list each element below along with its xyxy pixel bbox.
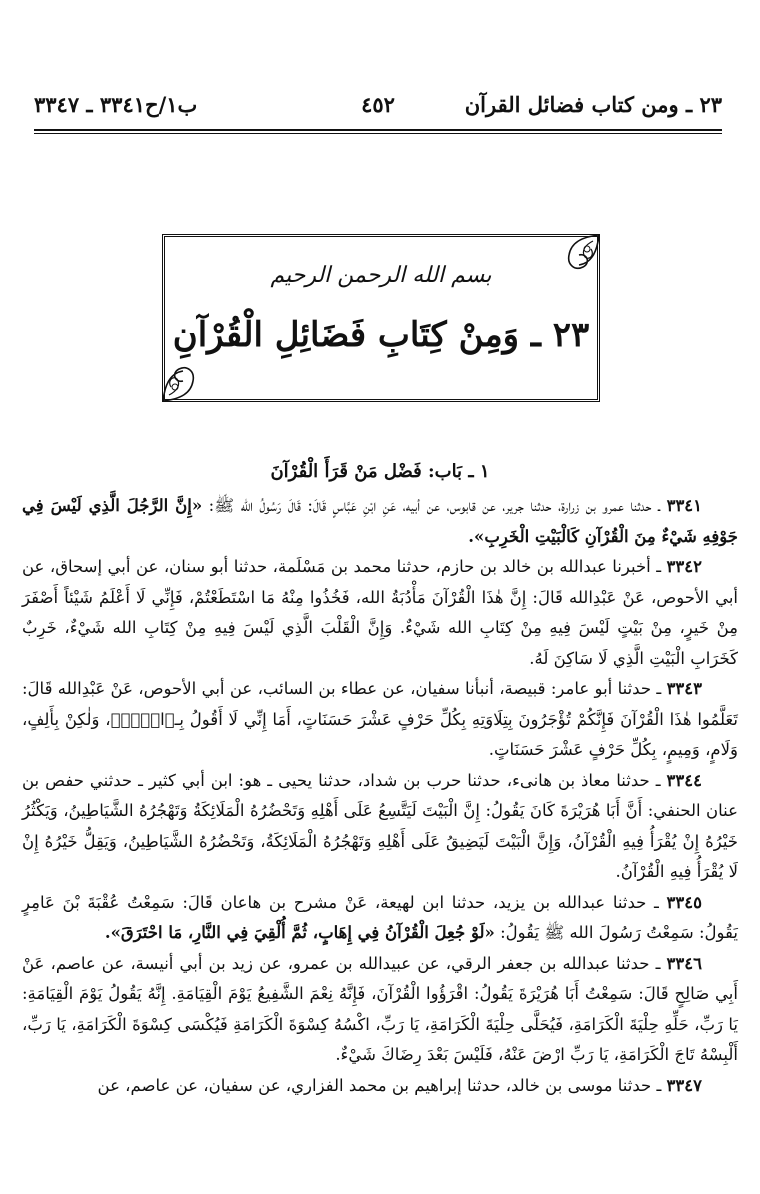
hadith-text: ـ حدثنا موسى بن خالد، حدثنا إبراهيم بن محمد الفزاري، عن سفيان، عن عاصم، عن [97, 1075, 662, 1095]
hadith-number: ٣٣٤٣ [666, 679, 703, 698]
header-chapter-title: ٢٣ ـ ومن كتاب فضائل القرآن [464, 92, 722, 117]
basmala: بسم الله الرحمن الرحيم [270, 263, 492, 288]
hadith-number: ٣٣٤٢ [666, 557, 702, 576]
hadith-paragraph [22, 888, 738, 949]
hadith-text: ـ حدثنا أبو عامر: قبيصة، أنبأنا سفيان، عن عطاء بن السائب، عن أبي الأحوص، عَنْ عَبْدِالله قَالَ: تَعَلَّمُوا هٰذَا الْقُرْآنَ فَإِنَّكُمْ تُؤْجَرُونَ بِتِلَاوَتِهِ بِكُلِّ حَرْفٍ عَشْرَ حَسَنَاتٍ، أَمَا إِنِّي لَا أَقُولُ بِـ﴿الۤمۤ﴾، وَلٰكِنْ بِأَلِفٍ، وَلَامٍ، وَمِيمٍ، بِكُلِّ حَرْفٍ عَشْرَ حَسَنَاتٍ. [22, 679, 738, 759]
chapter-title-frame [162, 234, 600, 402]
hadith-number: ٣٣٤٤ [666, 770, 702, 790]
hadith-text: ـ أخبرنا عبدالله بن خالد بن حازم، حدثنا محمد بن مَسْلَمة، حدثنا أبو سنان، عن أبي إسحاق، عن أبي الأحوص، عَنْ عَبْدِالله قَالَ: إِنَّ هٰذَا الْقُرْآنَ مَأْدُبَةُ الله، فَخُذُوا مِنْهُ مَا اسْتَطَعْتُمْ، فَإِنِّي لَا أَعْلَمُ شَيْئاً أَصْفَرَ مِنْ خَيرٍ، مِنْ بَيْتٍ لَيْسَ فِيهِ مِنْ كِتَابِ الله شَيْءٌ. وَإِنَّ الْقَلْبَ الَّذِي لَيْسَ فِيهِ مِنْ كِتَابِ الله شَيْءٌ، خَرِبٌ كَخَرَابِ الْبَيْتِ الَّذِي لَا سَاكِنَ لَهُ. [22, 557, 738, 668]
hadith-paragraph [22, 949, 738, 1071]
hadith-number: ٣٣٤٥ [666, 892, 702, 912]
hadith-number: ٣٣٤٧ [666, 1075, 702, 1095]
hadith-paragraph [22, 766, 738, 888]
hadith-paragraph [22, 674, 738, 766]
page-body [22, 455, 738, 1101]
running-header [34, 92, 722, 126]
hadith-text: ـ حدثنا معاذ بن هانىء، حدثنا حرب بن شداد، حدثنا يحيى ـ هو: ابن أبي كثير ـ حدثني حفص بن عنان الحنفي: أَنَّ أَبَا هُرَيْرَةَ كَانَ يَقُولُ: إِنَّ الْبَيْتَ لَيَتَّسِعُ عَلَى أَهْلِهِ وَتَحْضُرُهُ الْمَلَائِكَةُ وَتَهْجُرُهُ الشَّيَاطِينُ، وَيَكْثُرُ خَيْرُهُ إِنْ يُقْرَأُ فِيهِ الْقُرْآنُ، وَإِنَّ الْبَيْتَ لَيَضِيقُ عَلَى أَهْلِهِ وَتَهْجُرُهُ الْمَلَائِكَةُ، وَتَحْضُرُهُ الشَّيَاطِينُ، وَيَقِلُّ خَيْرُهُ إِنْ لَا يُقْرَأُ فِيهِ الْقُرْآنُ. [22, 770, 738, 881]
section-heading: ١ ـ بَاب: فَضْل مَنْ قَرَأَ الْقُرْآنَ [270, 461, 490, 482]
hadith-paragraph [22, 491, 738, 552]
hadith-text: ـ حدثنا عمرو بن زرارة، حدثنا جرير، عن قابوس، عن أبيه، عَنِ ابْنِ عَبَّاسٍ قَالَ: قَالَ رَسُولُ الله ﷺ: [208, 496, 661, 515]
page-number: ٤٥٢ [361, 92, 395, 117]
chapter-title: ٢٣ ـ وَمِنْ كِتَابِ فَضَائِلِ الْقُرْآنِ [172, 315, 590, 355]
hadith-text: ـ حدثنا عبدالله بن جعفر الرقي، عن عبيدالله بن عمرو، عن زيد بن أبي أنيسة، عن عاصم، عَنْ أَبِي صَالِحٍ قَالَ: سَمِعْتُ أَبَا هُرَيْرَةَ يَقُولُ: اقْرَؤُوا الْقُرْآنَ، فَإِنَّهُ نِعْمَ الشَّفِيعُ يَوْمَ الْقِيَامَةِ. إِنَّهُ يَقُولُ يَوْمَ الْقِيَامَةِ: يَا رَبِّ، حَلِّهِ حِلْيَةَ الْكَرَامَةِ، فَيُحَلَّى حِلْيَةَ الْكَرَامَةِ، يَا رَبِّ، اكْسُهُ كِسْوَةَ الْكَرَامَةِ فَيُكْسَى كِسْوَةَ الْكَرَامَةِ، يَا رَبِّ، أَلْبِسْهُ تَاجَ الْكَرَامَةِ، يَا رَبِّ ارْضَ عَنْهُ، فَلَيْسَ بَعْدَ رِضَاكَ شَيْءٌ. [22, 953, 738, 1064]
hadith-paragraph [22, 1071, 738, 1102]
header-rule [34, 129, 722, 134]
hadith-number: ٣٣٤٦ [666, 953, 702, 973]
header-hadith-range: ب١/ح٣٣٤١ ـ ٣٣٤٧ [34, 92, 198, 117]
hadith-quote: «لَوْ جُعِلَ الْقُرْآنُ فِي إِهَابٍ، ثُمَّ أُلْقِيَ فِي النَّارِ، مَا احْتَرَقَ». [104, 923, 495, 942]
hadith-number: ٣٣٤١ [666, 496, 703, 515]
hadith-quote: «إِنَّ الرَّجُلَ الَّذِي لَيْسَ فِي جَوْفِهِ شَيْءٌ مِنَ الْقُرْآنِ كَالْبَيْتِ الْخَرِبِ». [22, 496, 738, 546]
hadith-text: ـ حدثنا عبدالله بن يزيد، حدثنا ابن لهيعة، عَنْ مشرح بن هاعان قَالَ: سَمِعْتُ عُقْبَةَ بْنَ عَامِرٍ يَقُولُ: سَمِعْتُ رَسُولَ الله ﷺ يَقُولُ: [22, 892, 738, 942]
hadith-paragraph [22, 552, 738, 674]
